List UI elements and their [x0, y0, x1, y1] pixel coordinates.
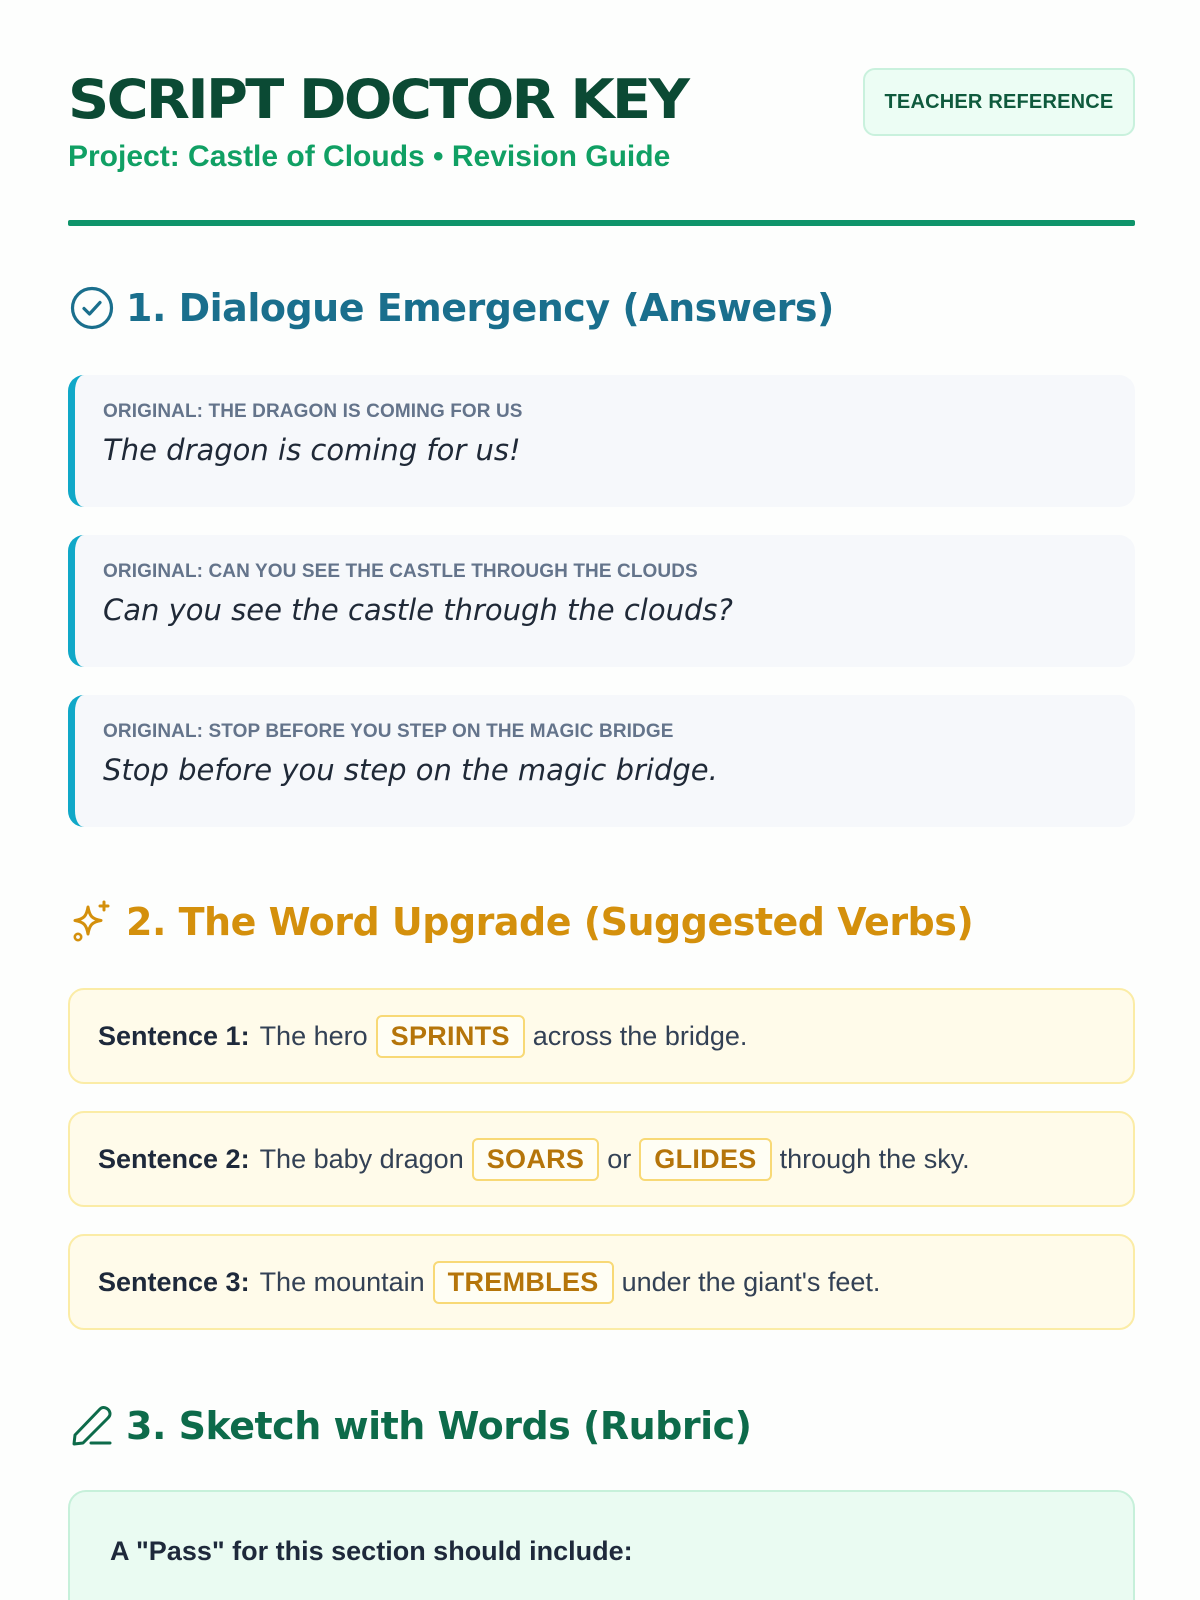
section-rubric-heading [68, 1398, 752, 1454]
header-divider [68, 220, 1135, 226]
original-line: ORIGINAL: STOP BEFORE YOU STEP ON THE MAGIC BRIDGE [103, 721, 674, 742]
sentence-text-before: The mountain [259, 1266, 425, 1297]
suggested-verb: GLIDES [639, 1138, 771, 1181]
verb-sentence-card [68, 988, 1135, 1084]
answer-key-page [68, 0, 1135, 1566]
sparkles-icon [68, 898, 116, 946]
sentence-text-before: The hero [259, 1020, 368, 1051]
verb-sentence-card [68, 1234, 1135, 1330]
sentence-joiner: or [607, 1143, 632, 1174]
suggested-verb: SPRINTS [376, 1015, 525, 1058]
page-title: SCRIPT DOCTOR KEY [68, 68, 688, 131]
page-subtitle: Project: Castle of Clouds • Revision Guide [68, 140, 671, 173]
rubric-intro: A "Pass" for this section should include: [110, 1536, 633, 1566]
sentence-label: Sentence 2: [98, 1143, 250, 1174]
corrected-line: Stop before you step on the magic bridge. [103, 753, 718, 787]
corrected-line: The dragon is coming for us! [103, 433, 521, 467]
section-title: 1. Dialogue Emergency (Answers) [126, 286, 834, 330]
page-header [68, 0, 1135, 228]
original-line: ORIGINAL: CAN YOU SEE THE CASTLE THROUGH THE CLOUDS [103, 561, 698, 582]
section-title: 2. The Word Upgrade (Suggested Verbs) [126, 900, 974, 944]
sentence-text-after: through the sky. [779, 1143, 970, 1174]
sentence-text-before: The baby dragon [259, 1143, 464, 1174]
sentence-label: Sentence 1: [98, 1020, 250, 1051]
corrected-line: Can you see the castle through the clouds? [103, 593, 733, 627]
sentence-text-after: under the giant's feet. [621, 1266, 881, 1297]
original-line: ORIGINAL: THE DRAGON IS COMING FOR US [103, 401, 523, 422]
section-dialogue-heading [68, 280, 834, 336]
dialogue-answer-card [68, 535, 1135, 667]
teacher-reference-badge: TEACHER REFERENCE [863, 68, 1135, 136]
dialogue-answer-card [68, 695, 1135, 827]
sentence-label: Sentence 3: [98, 1266, 250, 1297]
section-title: 3. Sketch with Words (Rubric) [126, 1404, 752, 1448]
sentence-text-after: across the bridge. [532, 1020, 748, 1051]
verb-sentence-card [68, 1111, 1135, 1207]
section-word-upgrade-heading [68, 894, 973, 950]
suggested-verb: SOARS [472, 1138, 600, 1181]
rubric-box [68, 1490, 1135, 1600]
pencil-icon [68, 1402, 116, 1450]
check-circle-icon [68, 284, 116, 332]
suggested-verb: TREMBLES [433, 1261, 614, 1304]
dialogue-answer-card [68, 375, 1135, 507]
